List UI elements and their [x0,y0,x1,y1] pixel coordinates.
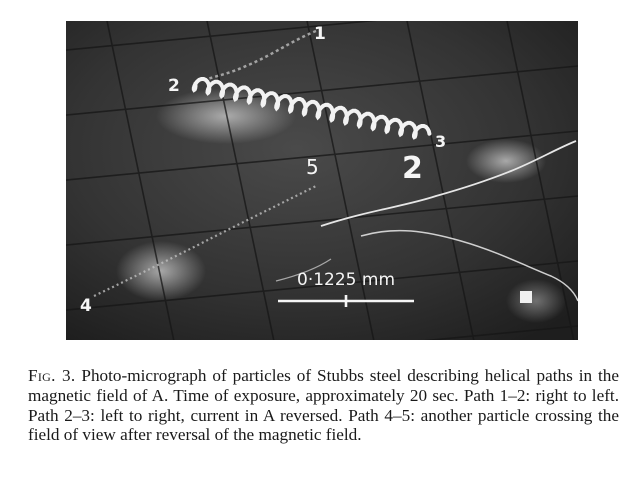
bright-region [506,279,566,323]
path-label-5: 5 [306,155,319,179]
path-label-4: 4 [80,296,92,316]
path-label-2-reversed: 2 [402,151,423,186]
path-label-3: 3 [435,132,447,151]
particle-spot [520,291,532,303]
photo-micrograph-svg [66,21,578,340]
bright-region [116,241,206,301]
figure-label: Fig. 3. [28,366,76,385]
path-label-1: 1 [314,24,326,44]
caption-text: Photo-micrograph of particles of Stubbs steel describing helical paths in the magnetic field of A. Time of exposure, approximately 20 sec. Path 1–2: right to left. Path 2–3: left to right, current in A reversed. Path 4–5: another particle crossing the field of view after reversal of the magnetic field. [28,366,620,445]
scale-label: 0·1225 mm [297,270,396,290]
figure-caption [28,366,619,445]
path-label-2: 2 [168,76,180,96]
photo-micrograph [66,21,578,340]
